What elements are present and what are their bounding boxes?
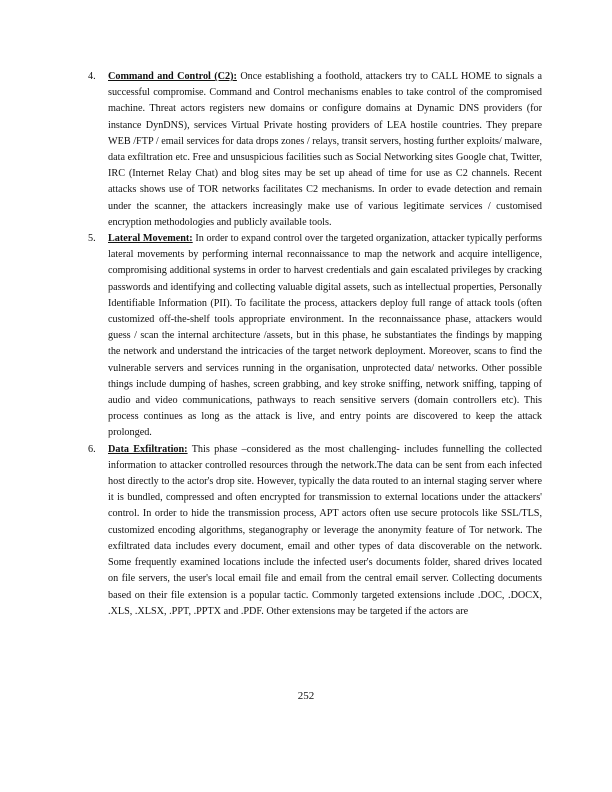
- item-body: This phase –considered as the most challenging- includes funnelling the collected information to attacker controlled resources through the network.The data can be sent from each infected host directly to the actor's drop site. However, typically the data routed to an internal staging server where it is bundled, compressed and often encrypted for transmission to external locations under the attackers' control. In order to hide the transmission process, APT actors often use secure protocols like SSL/TLS, customized encoding algorithms, steganography or leverage the anonymity feature of Tor network. The exfiltrated data includes every document, email and other types of data discoverable on the network. Some frequently examined locations include the infected user's documents folder, shared drives located on file servers, the user's local email file and email from the central email server. Collecting documents based on their file extension is a popular tactic. Commonly targeted extensions include .DOC, .DOCX, .XLS, .XLSX, .PPT, .PPTX and .PDF. Other extensions may be targeted if the actors are: [108, 443, 543, 617]
- item-number: 5.: [88, 233, 96, 245]
- item-body: Once establishing a foothold, attackers try to CALL HOME to signals a successful compromise. Command and Control mechanisms enables to take control of the compromised machine. Threat actors registers new domains or configure domains at Dynamic DNS providers (for instance DynDNS), services Virtual Private hosting providers of LEA hostile countries. They prepare WEB /FTP / email services for data drops zones / relays, transit servers, hosting further exploits/ malware, data exfiltration etc. Free and unsuspicious facilities such as Social Networking sites Google chat, Twitter, IRC (Internet Relay Chat) and blog sites may be set up ahead of time for use as C2 channels. Recent attacks shows use of TOR networks facilitates C2 mechanisms. In order to evade detection and remain under the scanner, the attackers increasingly make use of various legitimate services / customised encryption methodologies and publicly available tools.: [108, 71, 542, 228]
- numbered-list: [88, 69, 542, 620]
- item-title: Lateral Movement:: [108, 233, 193, 245]
- list-item: [88, 231, 542, 442]
- item-body: In order to expand control over the targeted organization, attacker typically performs lateral movements by performing internal reconnaissance to map the network and acquire intelligence, compromising additional systems in order to harvest credentials and gain escalated privileges by cracking passwords and identifying and collecting valuable digital assets, such as intellectual properties, Personally Identifiable Information (PII). To facilitate the process, attackers deploy full range of attack tools (often customized off-the-shelf tools appropriate environment. In the reconnaissance phase, attackers would guess / scan the internal architecture /assets, but in this phase, he substantiates the findings by mapping the network and understand the intricacies of the target network deployment. Moreover, scans to find the vulnerable servers and services running in the organisation, unprotected data/ networks. Other possible things include dumping of hashes, screen grabbing, and key stroke sniffing, network sniffing, tapping of audio and video communications, pathways to reach sensitive servers (domain controllers etc). This process continues as long as the attack is live, and entry points are discovered to keep the attack prolonged.: [108, 233, 542, 439]
- list-item: [88, 442, 542, 620]
- list-item: [88, 69, 542, 231]
- item-title: Data Exfiltration:: [108, 443, 188, 455]
- item-number: 6.: [88, 443, 96, 455]
- item-title: Command and Control (C2):: [108, 71, 237, 82]
- item-number: 4.: [88, 71, 96, 82]
- page-number: 252: [297, 690, 315, 702]
